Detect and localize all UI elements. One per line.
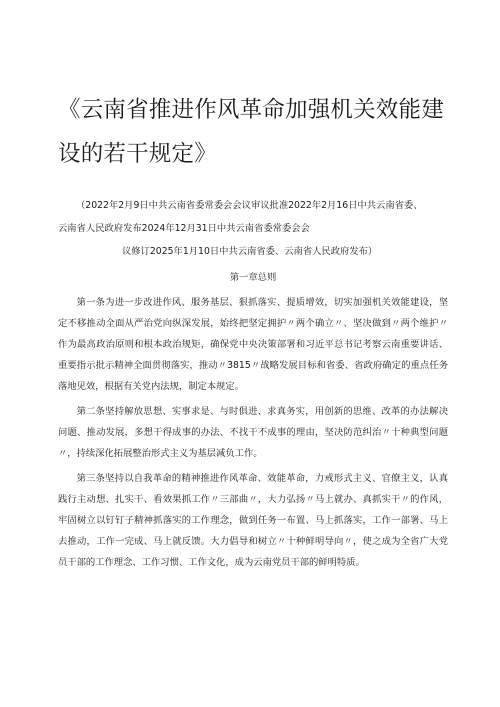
- document-title: 《云南省推进作风革命加强机关效能建设的若干规定》: [58, 97, 444, 167]
- article-3: 第三条坚持以自我革命的精神推进作风革命、效能革命，力戒形式主义、官僚主义，认真践行主动想、扎实干、看效果抓工作〃三部曲〃，大力弘扬〃马上就办、真抓实干〃的作风，牢固树立以钉钉子精神抓落实的工作理念，做到任务一布置、马上抓落实，工作一部署、马上去推动，工作一完成、马上就反馈。大力倡导和树立〃十种鲜明导向〃，使之成为全省广大党员干部的工作理念、工作习惯、工作文化，成为云南党员干部的鲜明特质。: [58, 473, 448, 568]
- article-1: 第一条为进一步改进作风、服务基层、狠抓落实、提质增效，切实加强机关效能建设，坚定不移推动全面从严治党向纵深发展，始终把坚定拥护〃两个确立〃、坚决做到〃两个维护〃作为最高政治原则和根本政治规矩，确保党中央决策部署和习近平总书记考察云南重要讲话、重要指示批示精神全面贯彻落实，推动〃3815〃战略发展目标和省委、省政府确定的重点任务落地见效，根据有关党内法规，制定本规定。: [58, 297, 448, 392]
- history-line: 云南省人民政府发布2024年12月31日中共云南省委常委会会: [58, 223, 310, 234]
- document-history: [58, 194, 448, 263]
- history-line: 议修订2025年1月10日中共云南省委、云南省人民政府发布）: [122, 246, 378, 257]
- history-line: （2022年2月9日中共云南省委常委会会议审议批准2022年2月16日中共云南省委、: [76, 200, 423, 211]
- article-2: 第二条坚持解放思想、实事求是、与时俱进、求真务实，用创新的思维、改革的办法解决问题、推动发展，多想干得成事的办法、不找干不成事的理由，坚决防范纠治〃十种典型问题〃，持续深化拓展整治形式主义为基层减负工作。: [58, 406, 448, 459]
- chapter-heading: 第一章总则: [229, 272, 277, 283]
